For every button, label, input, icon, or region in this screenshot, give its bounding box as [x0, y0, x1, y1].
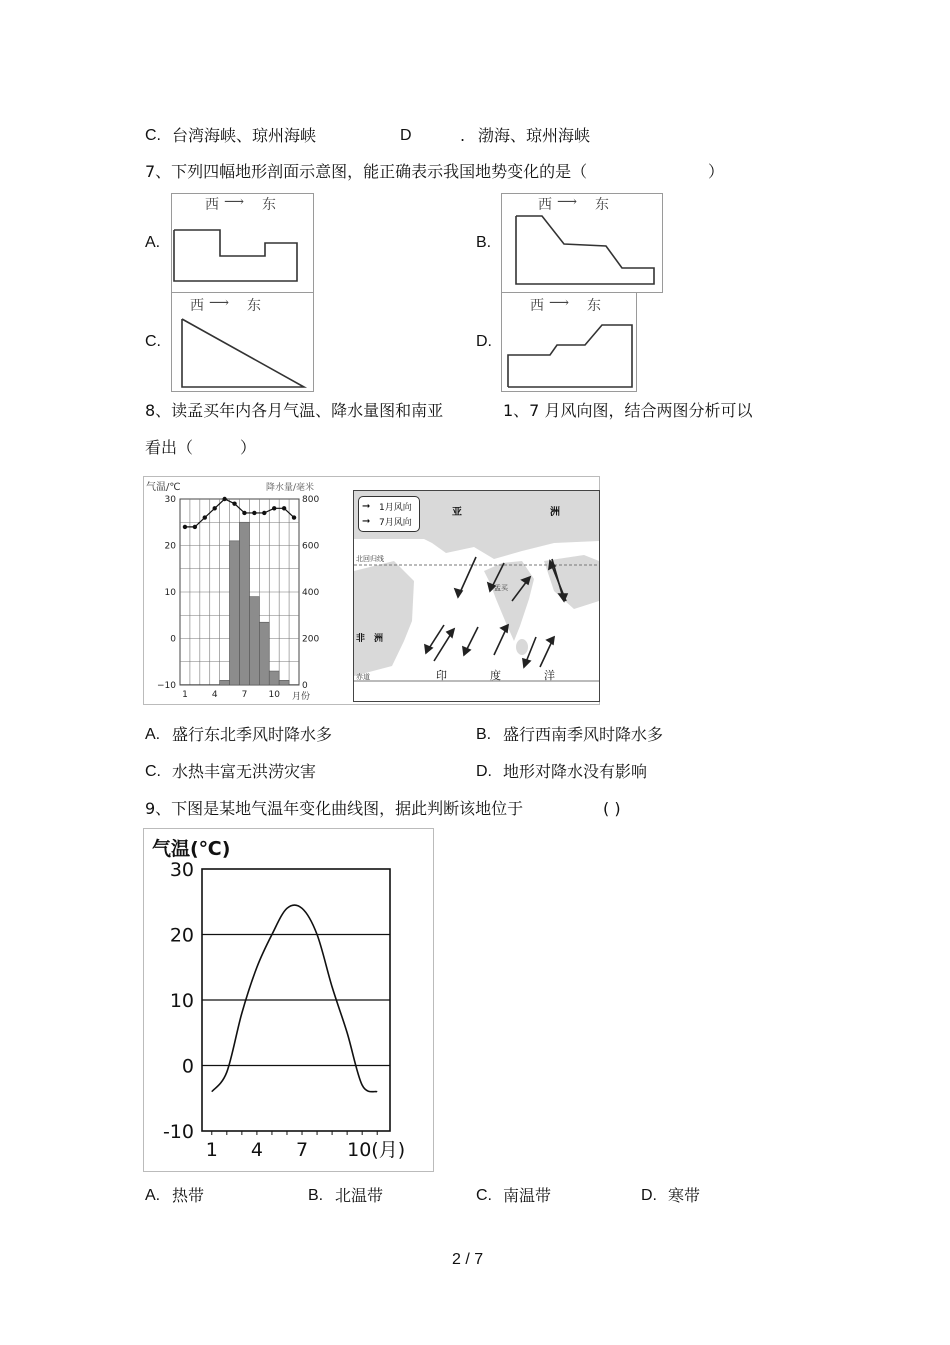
q8-option-c-label: C.	[145, 763, 161, 780]
arrow-head	[501, 625, 508, 632]
arrow-head	[547, 637, 554, 644]
africa-label-2: 洲	[374, 634, 384, 644]
arrow-head	[455, 589, 462, 597]
west-label: 西	[205, 197, 219, 213]
arrow-right-icon: ⟶	[224, 194, 245, 210]
q9-option-a-text: 热带	[172, 1186, 205, 1205]
y-left-label: 气温/℃	[146, 482, 181, 493]
profile-diagram-c	[171, 292, 314, 392]
q7-option-c-label: C.	[145, 333, 161, 350]
y-right-tick: 200	[302, 634, 320, 645]
profile-shape-d	[502, 293, 636, 391]
y-right-label: 降水量/毫米	[266, 483, 315, 493]
q7-option-d-label: D.	[476, 333, 492, 350]
africa-label-1: 非	[356, 634, 366, 644]
temperature-point	[193, 525, 197, 529]
temperature-chart	[144, 829, 433, 1171]
east-label: 东	[587, 298, 601, 314]
q6-option-d-text: 渤海、琼州海峡	[478, 126, 591, 145]
temperature-point	[292, 515, 296, 519]
q9-option-c-text: 南温带	[503, 1186, 552, 1205]
x-tick: 1	[182, 690, 188, 700]
q8-figure	[143, 476, 600, 705]
q8-option-d-label: D.	[476, 763, 492, 780]
q8-stem-part1: 8、读孟买年内各月气温、降水量图和南亚	[145, 401, 444, 420]
temperature-point	[282, 506, 286, 510]
east-label: 东	[595, 197, 609, 213]
profile-diagram-d	[501, 292, 637, 392]
tropic-label: 北回归线	[356, 555, 384, 563]
temperature-point	[242, 511, 246, 515]
x-tick: 4	[211, 690, 218, 700]
x-tick: 10	[268, 690, 280, 700]
q8-stem-part2: 1、7 月风向图，结合两图分析可以	[503, 401, 753, 420]
y-left-tick: 0	[170, 634, 176, 645]
arrow-right-icon: ➞	[362, 501, 371, 512]
x-tick: 4	[250, 1139, 263, 1161]
wind-legend	[358, 496, 420, 532]
q6-option-d-label: D	[400, 127, 412, 144]
precip-bar	[259, 622, 269, 685]
temperature-point	[203, 515, 207, 519]
equator-label: 赤道	[356, 673, 370, 681]
y-tick: 0	[181, 1055, 194, 1078]
precip-bar	[220, 680, 230, 685]
y-left-tick: −10	[157, 681, 176, 691]
precip-bar	[240, 522, 250, 685]
q9-option-a-label: A.	[145, 1187, 161, 1204]
arrow-right-icon: ➞	[362, 516, 371, 527]
q8-option-d-text: 地形对降水没有影响	[503, 762, 648, 781]
east-label: 东	[262, 197, 276, 213]
x-tick: 7	[241, 690, 248, 700]
q6-option-c-label: C.	[145, 127, 161, 144]
mumbai-climate-chart	[144, 477, 320, 704]
temperature-curve	[212, 905, 377, 1092]
west-label: 西	[538, 197, 552, 213]
precip-bar	[249, 597, 259, 685]
y-right-tick: 600	[302, 541, 320, 552]
q9-option-c-label: C.	[476, 1187, 492, 1204]
q7-option-a-label: A.	[145, 234, 161, 251]
africa-land	[354, 561, 414, 676]
q9-option-b-text: 北温带	[335, 1186, 384, 1205]
west-label: 西	[190, 298, 204, 314]
precip-bar	[269, 671, 279, 685]
q9-option-b-label: B.	[308, 1187, 324, 1204]
y-axis-label: 气温(℃)	[152, 838, 231, 860]
q7-paren-close: ）	[708, 162, 725, 181]
y-right-tick: 400	[302, 588, 320, 598]
page-number: 2 / 7	[452, 1251, 484, 1268]
temperature-point	[222, 497, 226, 501]
precip-bar	[279, 680, 289, 685]
y-right-tick: 800	[302, 495, 320, 505]
asia-label-1: 亚	[452, 507, 462, 518]
q9-stem: 9、下图是某地气温年变化曲线图，据此判断该地位于	[145, 799, 524, 818]
q8-option-a-label: A.	[145, 726, 161, 743]
precip-bar	[230, 541, 240, 685]
q9-option-d-label: D.	[641, 1187, 657, 1204]
temperature-point	[262, 511, 266, 515]
x-tick: 1	[205, 1139, 218, 1161]
temperature-point	[183, 525, 187, 529]
q8-stem-part3: 看出（	[145, 438, 194, 457]
sri-lanka	[516, 639, 528, 655]
q6-option-c-text: 台湾海峡、琼州海峡	[172, 126, 317, 145]
q7-option-b-label: B.	[476, 234, 492, 251]
y-left-tick: 10	[164, 588, 176, 598]
q9-option-d-text: 寒带	[668, 1186, 701, 1205]
profile-shape-c	[172, 293, 313, 391]
east-label: 东	[247, 298, 261, 314]
arrow-right-icon: ⟶	[549, 295, 570, 311]
q8-option-a-text: 盛行东北季风时降水多	[172, 725, 333, 744]
ocean-label-1: 印	[436, 669, 447, 682]
y-left-tick: 20	[164, 541, 176, 552]
arrow-head	[447, 629, 454, 637]
y-tick: 20	[169, 924, 194, 947]
q8-option-b-label: B.	[476, 726, 492, 743]
q9-figure	[143, 828, 434, 1172]
q6-option-d-dot: .	[460, 126, 466, 145]
profile-shape-b	[502, 194, 662, 292]
x-tick: 10(月)	[347, 1139, 406, 1161]
y-tick: 10	[169, 990, 194, 1012]
arrow-head	[523, 659, 530, 667]
profile-diagram-b	[501, 193, 663, 293]
temperature-point	[213, 506, 217, 510]
legend-jul-label: 7月风向	[379, 518, 412, 528]
temperature-point	[272, 506, 276, 510]
ocean-label-2: 度	[490, 669, 501, 682]
q8-option-c-text: 水热丰富无洪涝灾害	[172, 762, 317, 781]
arrow-head	[463, 647, 470, 655]
y-left-tick: 30	[164, 495, 176, 505]
temperature-point	[232, 501, 236, 505]
x-unit-label: 月份	[292, 692, 311, 702]
profile-diagram-a	[171, 193, 314, 293]
indian-peninsula	[484, 561, 534, 641]
profile-shape-a	[172, 194, 313, 292]
arrow-right-icon: ⟶	[209, 295, 230, 311]
q7-stem: 7、下列四幅地形剖面示意图，能正确表示我国地势变化的是（	[145, 162, 588, 181]
x-tick: 7	[295, 1139, 309, 1161]
y-right-tick: 0	[302, 681, 308, 691]
q9-paren: ( )	[603, 799, 621, 818]
temperature-point	[252, 511, 256, 515]
mumbai-label: 孟买	[494, 584, 508, 592]
q8-option-b-text: 盛行西南季风时降水多	[503, 725, 664, 744]
q8-paren-close: ）	[240, 438, 257, 457]
y-tick: -10	[162, 1121, 194, 1143]
y-tick: 30	[169, 859, 194, 881]
arrow-right-icon: ⟶	[557, 194, 578, 210]
asia-label-2: 洲	[550, 507, 560, 518]
west-label: 西	[530, 298, 544, 314]
ocean-label-3: 洋	[544, 669, 555, 682]
legend-jan-label: 1月风向	[379, 503, 412, 513]
south-asia-wind-map	[353, 490, 600, 702]
